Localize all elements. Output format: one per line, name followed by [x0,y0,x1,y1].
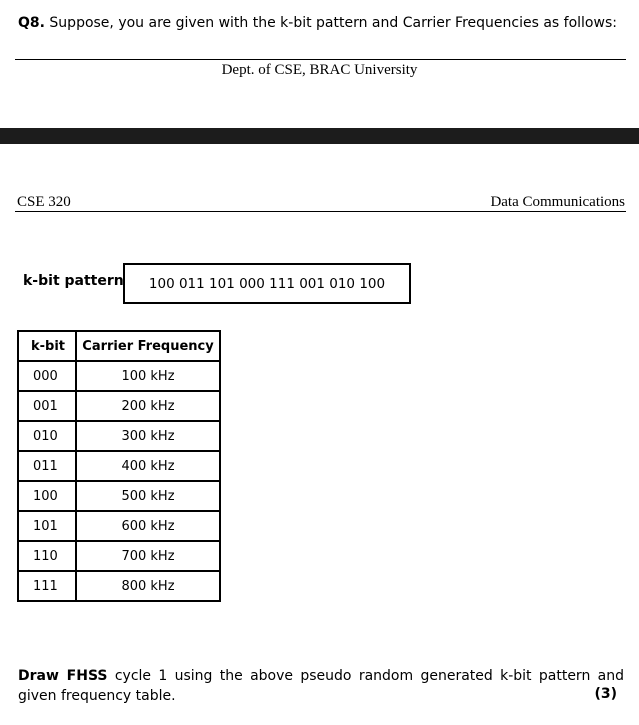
table-row [18,571,220,601]
kbit-pattern-label: k-bit pattern [23,273,124,289]
question-body: Suppose, you are given with the k-bit pattern and Carrier Frequencies as follows: [44,15,617,31]
frequency-cell: 500 kHz [76,481,220,511]
table-row [18,481,220,511]
table-row [18,511,220,541]
department-footer: Dept. of CSE, BRAC University [221,62,418,78]
kbit-cell: 000 [18,361,76,391]
frequency-cell: 400 kHz [76,451,220,481]
frequency-cell: 100 kHz [76,361,220,391]
header-kbit: k-bit [18,331,76,361]
kbit-pattern-value: 100 011 101 000 111 001 010 100 [148,275,386,292]
course-name: Data Communications [490,194,625,210]
table-header-row [18,331,220,361]
marks-label: (3) [594,686,617,702]
frequency-cell: 200 kHz [76,391,220,421]
question-text [18,15,617,31]
page-separator-band [0,128,639,144]
frequency-cell: 700 kHz [76,541,220,571]
kbit-cell: 101 [18,511,76,541]
kbit-cell: 110 [18,541,76,571]
table-row [18,391,220,421]
kbit-cell: 100 [18,481,76,511]
table-row [18,451,220,481]
instruction-text [18,666,624,706]
frequency-cell: 800 kHz [76,571,220,601]
frequency-cell: 600 kHz [76,511,220,541]
kbit-cell: 010 [18,421,76,451]
instruction-bold: Draw FHSS [18,668,108,684]
header-carrier-frequency: Carrier Frequency [76,331,220,361]
kbit-cell: 011 [18,451,76,481]
table-row [18,421,220,451]
kbit-pattern-box [123,263,411,304]
kbit-cell: 001 [18,391,76,421]
divider-header [15,211,626,212]
course-code: CSE 320 [17,194,71,210]
instruction-body: cycle 1 using the above pseudo random generated k-bit pattern and given frequency table. [18,668,624,704]
frequency-table [17,330,221,602]
divider-top [15,59,626,60]
table-row [18,541,220,571]
kbit-cell: 111 [18,571,76,601]
frequency-cell: 300 kHz [76,421,220,451]
table-row [18,361,220,391]
question-number: Q8. [18,15,45,31]
